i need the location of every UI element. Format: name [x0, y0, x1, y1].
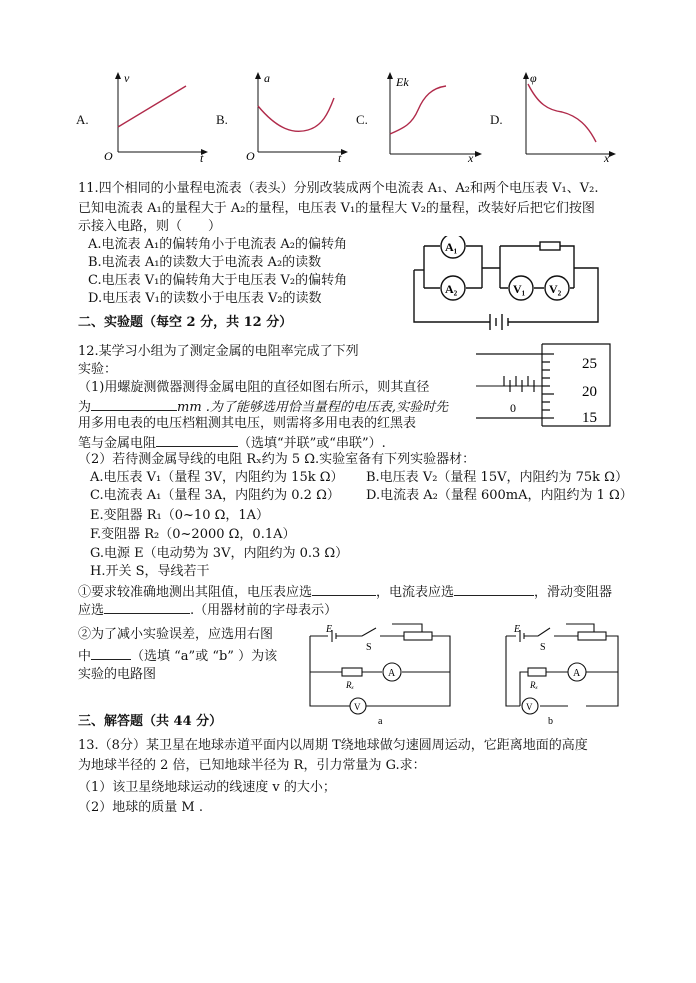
option-a-label: A.	[76, 112, 89, 127]
q12-sub-2-a: 中	[78, 649, 92, 664]
graph-a	[98, 70, 208, 162]
q12-line-5: 用多用电表的电压档粗测其电压，则需将多用电表的红黑表	[78, 416, 417, 431]
q11-stem-1: 11.四个相同的小量程电流表（表头）分别改装成两个电流表 A₁、A₂和两个电压表 V₁、V₂.	[78, 181, 599, 196]
q13-line-1: 13.（8分）某卫星在地球赤道平面内以周期 T绕地球做匀速圆周运动，它距离地面的高度	[78, 738, 588, 753]
equipment-h: H.开关 S，导线若干	[90, 564, 210, 579]
q12-line-6-prefix: 笔与金属电阻	[78, 436, 157, 451]
option-d-label: D.	[490, 112, 503, 127]
axis-x-label: x	[468, 151, 474, 162]
q12-sub-1-a: ①要求较准确地测出其阻值，电压表应选	[78, 585, 313, 600]
circuit-b-rx: Rₓ	[530, 680, 539, 690]
q11-option-c: C.电压表 V₁的偏转角大于电压表 V₂的偏转角	[88, 273, 348, 288]
equipment-g: G.电源 E（电动势为 3V，内阻约为 0.3 Ω）	[90, 546, 349, 561]
rheostat-blank[interactable]	[104, 600, 190, 614]
circuit-a-switch: S	[366, 642, 372, 653]
q12-line-4	[78, 397, 448, 417]
diameter-blank[interactable]	[91, 397, 177, 411]
circuit-b-ammeter: A	[573, 668, 581, 679]
q12-line-6-suffix: （选填“并联”或“串联”）.	[238, 436, 386, 451]
q11-option-b: B.电流表 A₁的读数大于电流表 A₂的读数	[88, 255, 322, 270]
q12-sub-1	[78, 582, 612, 602]
q12-sub-1-cont	[78, 600, 337, 620]
axis-x-label: t	[338, 151, 342, 162]
q12-line-1: 12.某学习小组为了测定金属的电阻率完成了下列	[78, 344, 359, 359]
option-c-label: C.	[356, 112, 368, 127]
micrometer-tick-0: 0	[510, 401, 516, 415]
circuit-a	[302, 620, 458, 728]
voltmeter-blank[interactable]	[312, 582, 376, 596]
circuit-b	[498, 620, 626, 728]
axis-y-label: v	[124, 71, 130, 85]
circuit-b-switch: S	[540, 642, 546, 653]
equipment-d: D.电流表 A₂（量程 600mA，内阻约为 1 Ω）	[366, 488, 633, 503]
q11-option-d: D.电压表 V₁的读数小于电压表 V₂的读数	[88, 291, 322, 306]
circuit-a-voltmeter: V	[354, 702, 361, 712]
circuit-b-source: E	[514, 624, 521, 635]
meter-v2: V₂	[549, 282, 562, 296]
q12-sub-1-e: .（用器材前的字母表示）	[190, 603, 338, 618]
meter-a2: A₂	[445, 282, 458, 296]
circuit-a-rx: Rₓ	[346, 680, 355, 690]
q13-line-4: （2）地球的质量 M .	[78, 800, 203, 815]
equipment-a: A.电压表 V₁（量程 3V，内阻约为 15k Ω）	[90, 470, 344, 485]
q12-line-3: （1)用螺旋测微器测得金属电阻的直径如图右所示，则其直径	[78, 380, 430, 395]
axis-y-label: φ	[530, 71, 537, 85]
equipment-b: B.电压表 V₂（量程 15V，内阻约为 75k Ω）	[366, 470, 628, 485]
section-2-title: 二、实验题（每空 2 分，共 12 分）	[78, 315, 293, 330]
axis-x-label: x	[604, 151, 610, 162]
ammeter-blank[interactable]	[454, 582, 534, 596]
graph-b	[238, 70, 348, 162]
q13-line-3: （1）该卫星绕地球运动的线速度 v 的大小；	[78, 780, 336, 795]
q12-line-2: 实验：	[78, 362, 118, 377]
meter-v1: V₁	[513, 282, 526, 296]
graph-c	[374, 70, 484, 162]
q12-part-2: （2）若待测金属导线的电阻 Rₓ约为 5 Ω.实验室备有下列实验器材：	[78, 452, 476, 467]
q12-line-4-suffix: mm .为了能够选用恰当量程的电压表,实验时先	[177, 400, 449, 415]
axis-y-label: Ek	[396, 75, 409, 89]
micrometer-figure	[474, 340, 614, 428]
q11-option-a: A.电流表 A₁的偏转角小于电流表 A₂的偏转角	[88, 237, 347, 252]
section-3-title: 三、解答题（共 44 分）	[78, 714, 223, 729]
q12-sub-2-b: （选填 “a”或 “b” ）为该	[131, 649, 278, 664]
circuit-a-source: E	[326, 624, 333, 635]
circuit-b-voltmeter: V	[526, 702, 533, 712]
micrometer-tick-25: 25	[582, 356, 597, 372]
axis-y-label: a	[264, 71, 270, 85]
circuit-b-label: b	[548, 716, 553, 727]
q12-line-4-prefix: 为	[78, 400, 92, 415]
q12-sub-1-d: 应选	[78, 603, 105, 618]
q11-stem-3: 示接入电路，则（ ）	[78, 219, 222, 234]
meter-a1: A₁	[445, 240, 458, 254]
circuit-choice-blank[interactable]	[91, 646, 131, 660]
connection-blank[interactable]	[156, 433, 238, 447]
q12-sub-1-c: ，滑动变阻器	[534, 585, 613, 600]
axis-x-label: t	[200, 151, 204, 162]
graph-d	[508, 70, 618, 162]
equipment-f: F.变阻器 R₂（0~2000 Ω，0.1A）	[90, 527, 296, 542]
q11-circuit-diagram	[404, 236, 610, 330]
equipment-c: C.电流表 A₁（量程 3A，内阻约为 0.2 Ω）	[90, 488, 340, 503]
micrometer-tick-15: 15	[582, 410, 597, 426]
q12-sub-1-b: ，电流表应选	[376, 585, 455, 600]
q12-sub-2: ②为了减小实验误差，应选用右图	[78, 627, 274, 642]
circuit-a-ammeter: A	[388, 668, 396, 679]
q12-sub-2-end: 实验的电路图	[78, 667, 157, 682]
q13-line-2: 为地球半径的 2 倍，已知地球半径为 R，引力常量为 G.求：	[78, 758, 426, 773]
q12-sub-2-cont	[78, 646, 277, 666]
q11-stem-2: 已知电流表 A₁的量程大于 A₂的量程，电压表 V₁的量程大 V₂的量程，改装好后把它们按图	[78, 201, 595, 216]
q12-line-6	[78, 433, 386, 453]
origin-label: O	[246, 149, 255, 162]
micrometer-tick-20: 20	[582, 384, 597, 400]
origin-label: O	[104, 149, 113, 162]
equipment-e: E.变阻器 R₁（0~10 Ω，1A）	[90, 508, 270, 523]
circuit-a-label: a	[378, 716, 383, 727]
option-b-label: B.	[216, 112, 228, 127]
